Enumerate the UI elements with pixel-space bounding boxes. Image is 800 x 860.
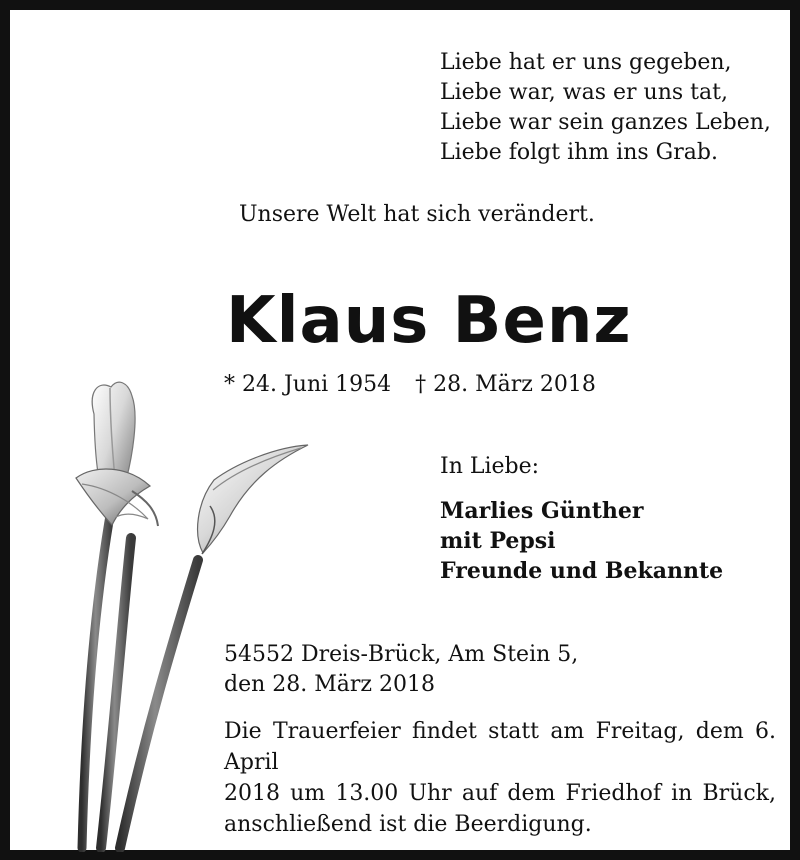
intro-text: Unsere Welt hat sich verändert. bbox=[239, 202, 595, 227]
calla-lily-flowers-icon bbox=[38, 372, 318, 852]
memorial-poem bbox=[440, 48, 771, 168]
mourner-name: Marlies Günther bbox=[440, 498, 644, 524]
mourner-name: mit Pepsi bbox=[440, 528, 556, 554]
poem-line: Liebe hat er uns gegeben, bbox=[440, 50, 732, 75]
mourners-label: In Liebe: bbox=[440, 454, 540, 479]
service-line: 2018 um 13.00 Uhr auf dem Friedhof in Brück, bbox=[224, 781, 776, 806]
deceased-name: Klaus Benz bbox=[226, 284, 632, 358]
mourners-list bbox=[440, 496, 723, 586]
birth-date: * 24. Juni 1954 bbox=[224, 372, 392, 397]
service-line: Die Trauerfeier findet statt am Freitag, dem 6. April bbox=[224, 719, 776, 775]
poem-line: Liebe war, was er uns tat, bbox=[440, 80, 728, 105]
poem-line: Liebe war sein ganzes Leben, bbox=[440, 110, 771, 135]
poem-line: Liebe folgt ihm ins Grab. bbox=[440, 140, 718, 165]
address-date: den 28. März 2018 bbox=[224, 672, 435, 697]
death-date: † 28. März 2018 bbox=[415, 372, 596, 397]
mourner-name: Freunde und Bekannte bbox=[440, 558, 724, 584]
address-line: 54552 Dreis-Brück, Am Stein 5, bbox=[224, 642, 579, 667]
service-line: anschließend ist die Beerdigung. bbox=[224, 812, 592, 837]
